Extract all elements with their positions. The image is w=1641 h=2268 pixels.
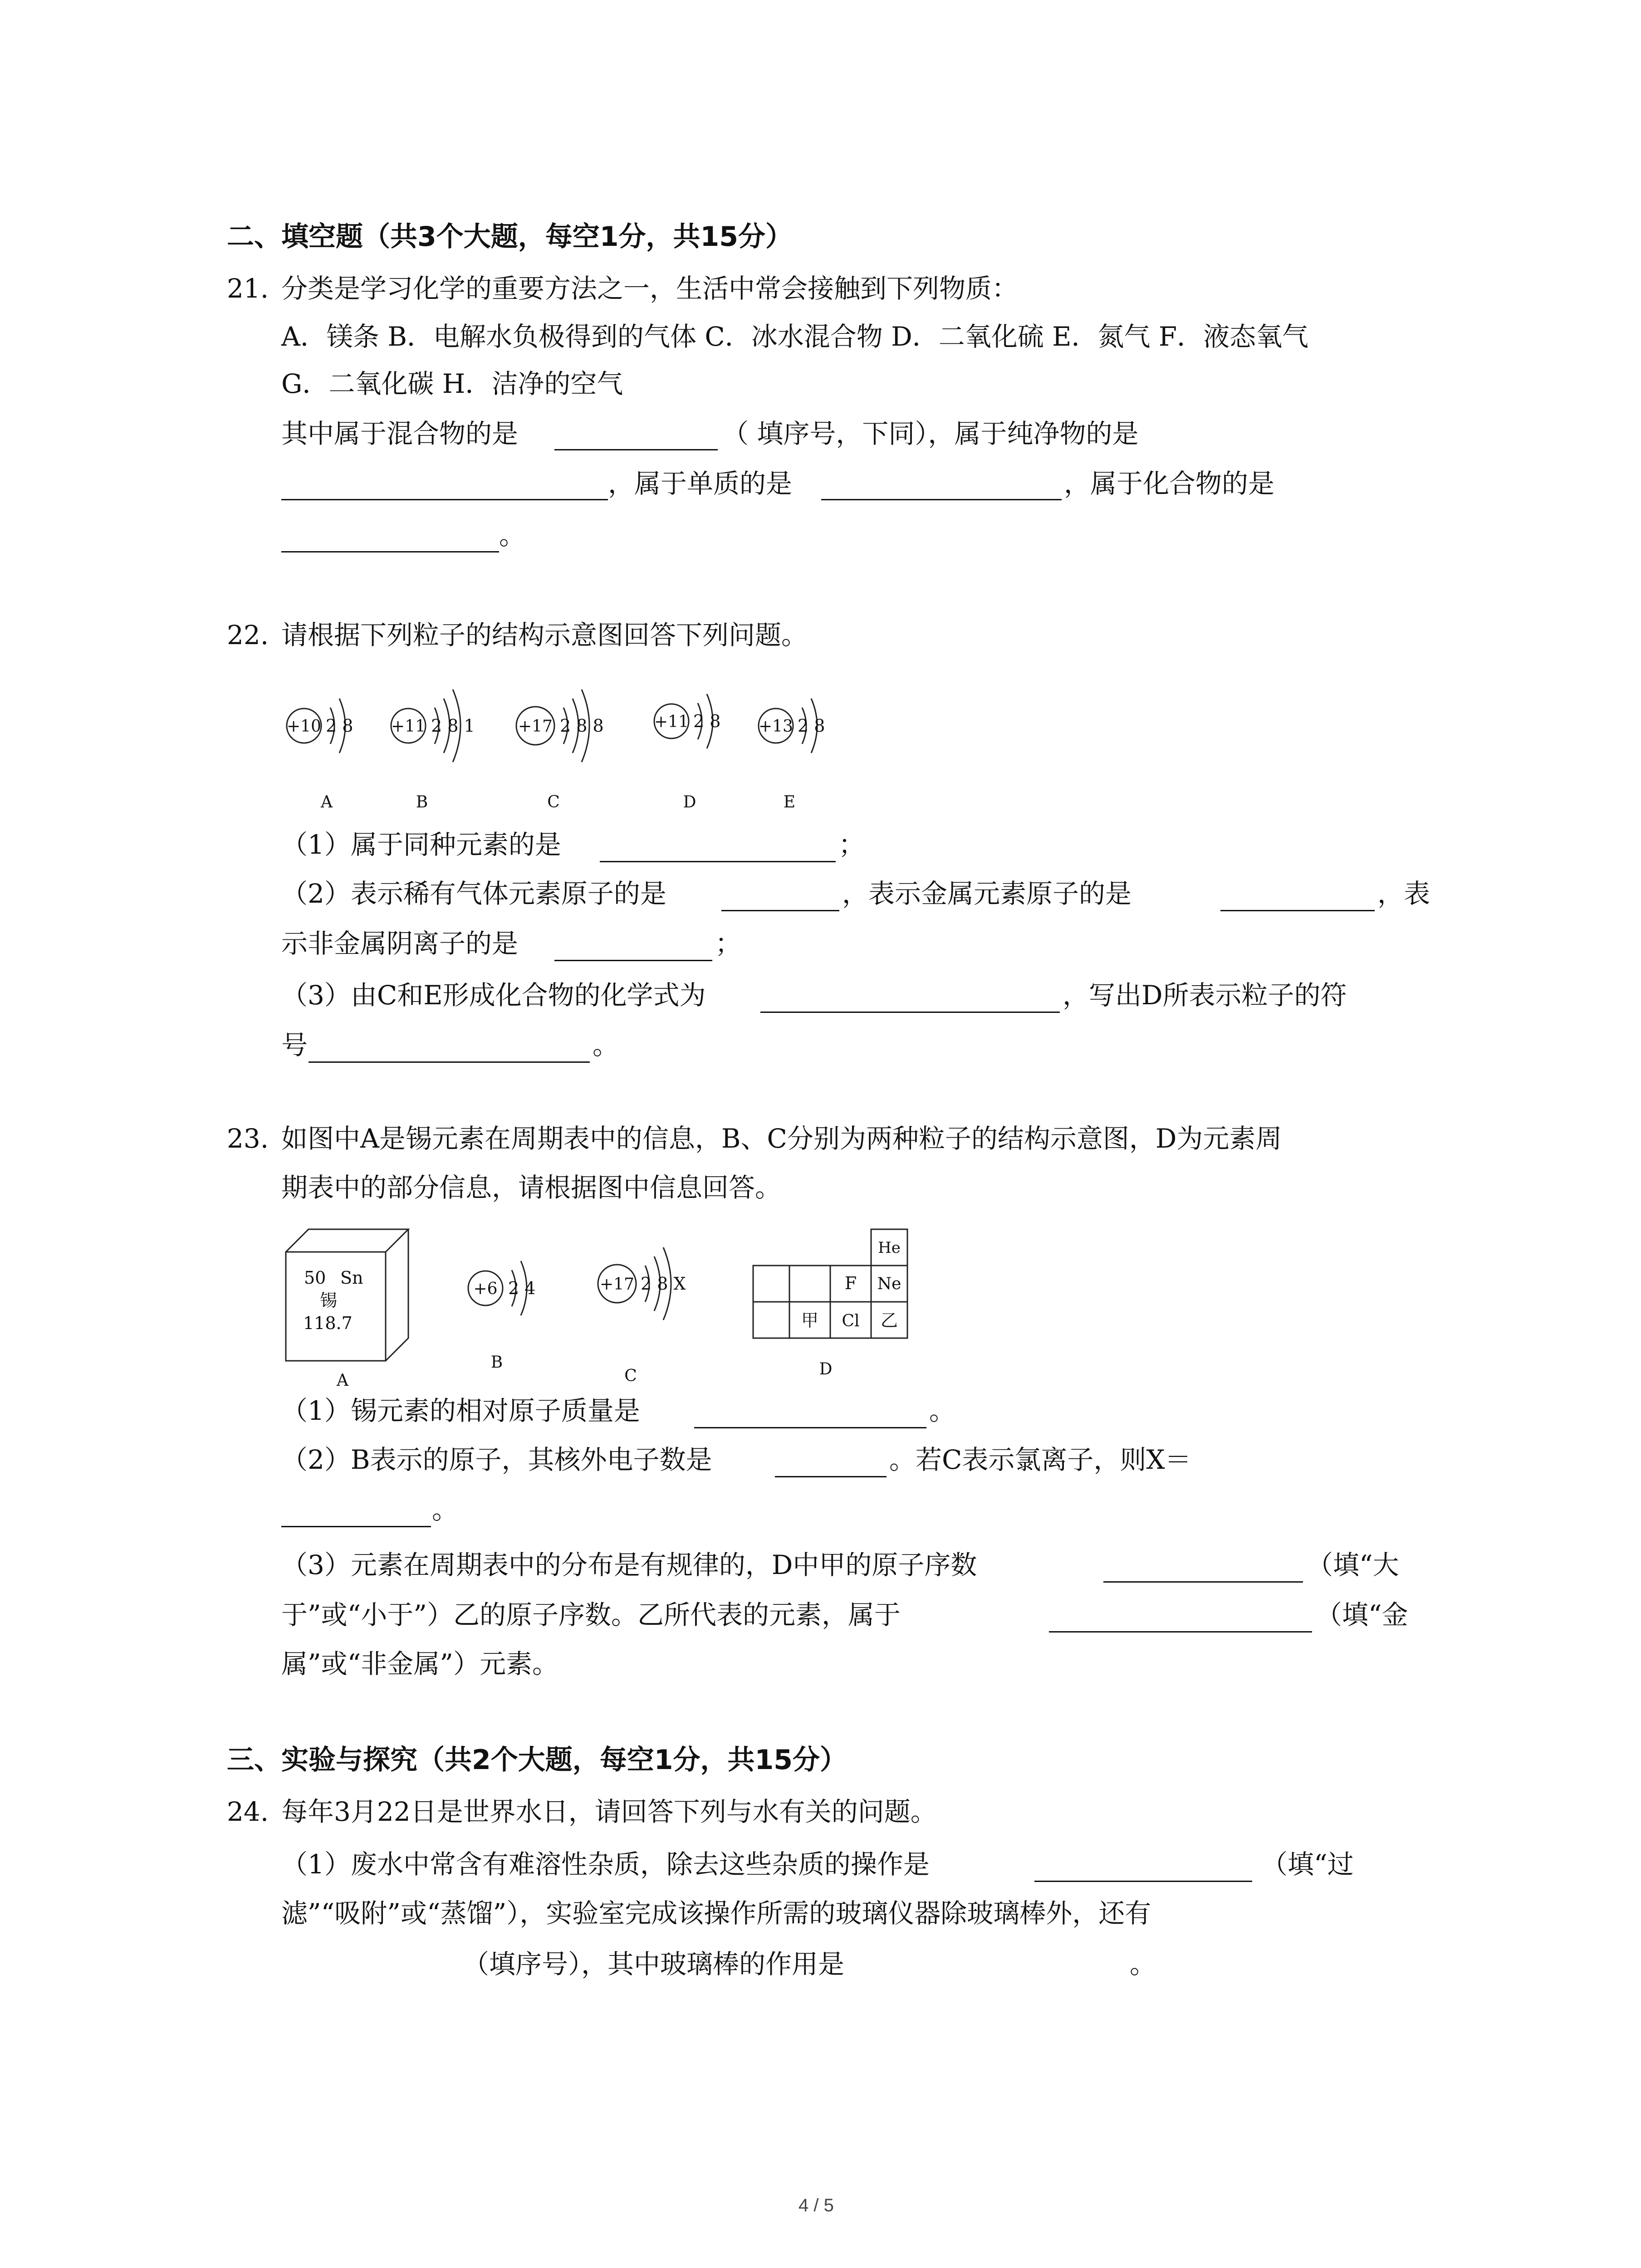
q23-p3-hint2: （填“金 bbox=[1316, 1599, 1408, 1630]
q22-p3-symbol-label: ，写出D所表示粒子的符 bbox=[1063, 980, 1347, 1011]
q21-stem: 分类是学习化学的重要方法之一，生活中常会接触到下列物质： bbox=[281, 273, 1019, 304]
atom-b-shells-q23: 2 4 bbox=[508, 1278, 536, 1298]
q23-figures bbox=[272, 1220, 930, 1393]
q23-p2-x-label: 。若C表示氯离子，则X＝ bbox=[889, 1444, 1191, 1475]
q22-p3-hao: 号 bbox=[281, 1030, 308, 1061]
q24-stem: 每年3月22日是世界水日，请回答下列与水有关的问题。 bbox=[281, 1796, 937, 1827]
q22-p2-anion-blank[interactable] bbox=[554, 960, 712, 961]
q23-number: 23. bbox=[227, 1123, 269, 1154]
q24-p1-operation-blank[interactable] bbox=[1034, 1881, 1252, 1882]
section-title-fill-in: 二、填空题（共3个大题，每空1分，共15分） bbox=[227, 221, 793, 253]
q23-p2-end: 。 bbox=[432, 1494, 459, 1525]
tin-symbol: Sn bbox=[340, 1268, 363, 1288]
q22-p2-noble-blank[interactable] bbox=[721, 910, 839, 911]
q21-pure-label: （ 填序号，下同），属于纯净物的是 bbox=[722, 418, 1139, 449]
atom-b-shells: 2 8 1 bbox=[431, 716, 475, 736]
q23-p2-label: （2）B表示的原子，其核外电子数是 bbox=[281, 1444, 712, 1475]
q21-mixture-label: 其中属于混合物的是 bbox=[281, 418, 519, 449]
fig-label-b: B bbox=[490, 1353, 503, 1372]
atom-b-nucleus-q23: +6 bbox=[473, 1280, 498, 1298]
fig-label-c: C bbox=[624, 1367, 637, 1385]
tin-element-cell bbox=[286, 1229, 408, 1361]
atom-a-nucleus: +10 bbox=[287, 717, 321, 736]
cell-yi: 乙 bbox=[880, 1310, 898, 1330]
atom-d-nucleus: +11 bbox=[654, 713, 689, 731]
q23-p3-compare-blank[interactable] bbox=[1103, 1581, 1303, 1583]
q21-element-blank[interactable] bbox=[821, 499, 1062, 500]
q22-atom-diagrams bbox=[272, 662, 862, 816]
atom-c-shells: 2 8 8 bbox=[560, 716, 604, 736]
q22-p2-anion-label: 示非金属阴离子的是 bbox=[281, 928, 519, 959]
tin-mass: 118.7 bbox=[303, 1313, 353, 1333]
q24-p1-hint: （填“过 bbox=[1261, 1849, 1354, 1880]
q23-p3-line3: 属”或“非金属”）元素。 bbox=[281, 1648, 558, 1679]
q22-p2-metal-blank[interactable] bbox=[1220, 910, 1375, 911]
q22-p3-formula-blank[interactable] bbox=[760, 1012, 1060, 1013]
q21-options-line1: A．镁条 B．电解水负极得到的气体 C．冰水混合物 D．二氧化硫 E．氮气 F．液态氧气 bbox=[281, 321, 1309, 352]
q21-end-period: 。 bbox=[499, 520, 526, 551]
q21-pure-blank[interactable] bbox=[281, 499, 608, 500]
q24-p1-label: （1）废水中常含有难溶性杂质，除去这些杂质的操作是 bbox=[281, 1849, 930, 1880]
q23-p3-line2: 于”或“小于”）乙的原子序数。乙所代表的元素，属于 bbox=[281, 1599, 901, 1630]
q22-p3-end: 。 bbox=[593, 1030, 619, 1061]
atom-a-shells: 2 8 bbox=[326, 716, 353, 736]
q21-compound-label: ，属于化合物的是 bbox=[1064, 468, 1275, 499]
q22-p1-blank[interactable] bbox=[600, 861, 836, 862]
q22-p2-end: ； bbox=[715, 928, 742, 959]
q23-p3-type-blank[interactable] bbox=[1049, 1631, 1312, 1633]
atom-c-shells-q23: 2 8 X bbox=[641, 1274, 686, 1294]
q24-p1-line3: （填序号），其中玻璃棒的作用是 bbox=[463, 1949, 845, 1980]
cell-he: He bbox=[878, 1239, 901, 1257]
tin-atomic-number: 50 bbox=[304, 1268, 326, 1288]
atom-d-shells: 2 8 bbox=[693, 711, 721, 731]
q23-p3-hint1: （填“大 bbox=[1307, 1549, 1399, 1580]
atom-b-nucleus: +11 bbox=[391, 717, 426, 736]
atom-e-shells: 2 8 bbox=[798, 716, 825, 736]
q21-number: 21. bbox=[227, 273, 269, 304]
q23-p1-end: 。 bbox=[929, 1395, 956, 1426]
cell-ne: Ne bbox=[877, 1275, 901, 1293]
q23-stem-line2: 期表中的部分信息，请根据图中信息回答。 bbox=[281, 1172, 782, 1203]
q23-p3-label: （3）元素在周期表中的分布是有规律的，D中甲的原子序数 bbox=[281, 1549, 977, 1580]
q22-p2-metal-label: ，表示金属元素原子的是 bbox=[842, 878, 1132, 909]
cell-f: F bbox=[844, 1273, 857, 1293]
q22-p2-tail: ，表 bbox=[1377, 878, 1430, 909]
q23-stem-line1: 如图中A是锡元素在周期表中的信息，B、C分别为两种粒子的结构示意图，D为元素周 bbox=[281, 1123, 1282, 1154]
q23-p1-blank[interactable] bbox=[694, 1427, 926, 1428]
q24-number: 24. bbox=[227, 1796, 269, 1827]
section-title-experiment: 三、实验与探究（共2个大题，每空1分，共15分） bbox=[227, 1744, 847, 1776]
atom-a-label: A bbox=[321, 793, 333, 811]
cell-jia: 甲 bbox=[801, 1310, 819, 1330]
atom-e-nucleus: +13 bbox=[759, 717, 793, 736]
page-number: 4 / 5 bbox=[798, 2195, 834, 2215]
cell-cl: Cl bbox=[842, 1312, 860, 1330]
q22-p2-label: （2）表示稀有气体元素原子的是 bbox=[281, 878, 666, 909]
q24-p1-end: 。 bbox=[1130, 1949, 1156, 1980]
tin-name: 锡 bbox=[320, 1290, 338, 1310]
q22-stem: 请根据下列粒子的结构示意图回答下列问题。 bbox=[281, 620, 808, 650]
q22-number: 22. bbox=[227, 620, 269, 650]
q22-p1-end: ； bbox=[838, 829, 865, 860]
atom-c-nucleus: +17 bbox=[518, 717, 553, 736]
q22-p1-label: （1）属于同种元素的是 bbox=[281, 829, 561, 860]
atom-b-label: B bbox=[416, 793, 428, 811]
atom-c-nucleus-q23: +17 bbox=[600, 1275, 634, 1294]
fig-label-a: A bbox=[337, 1371, 348, 1390]
q21-element-label: ，属于单质的是 bbox=[608, 468, 793, 499]
q21-compound-blank[interactable] bbox=[281, 551, 499, 552]
q23-p1-label: （1）锡元素的相对原子质量是 bbox=[281, 1395, 640, 1426]
q22-p3-label: （3）由C和E形成化合物的化学式为 bbox=[281, 980, 706, 1011]
q24-p1-line2: 滤”“吸附”或“蒸馏”），实验室完成该操作所需的玻璃仪器除玻璃棒外，还有 bbox=[281, 1898, 1151, 1929]
q22-p3-symbol-blank[interactable] bbox=[309, 1061, 590, 1063]
q21-mixture-blank[interactable] bbox=[554, 449, 718, 450]
q23-p2-electron-blank[interactable] bbox=[775, 1476, 887, 1477]
q21-options-line2: G．二氧化碳 H．洁净的空气 bbox=[281, 368, 623, 399]
atom-c-label: C bbox=[547, 793, 560, 811]
q23-p2-x-blank[interactable] bbox=[281, 1526, 431, 1527]
atom-d-label: D bbox=[683, 793, 696, 811]
fig-label-d: D bbox=[819, 1360, 833, 1378]
atom-e-label: E bbox=[783, 793, 796, 811]
